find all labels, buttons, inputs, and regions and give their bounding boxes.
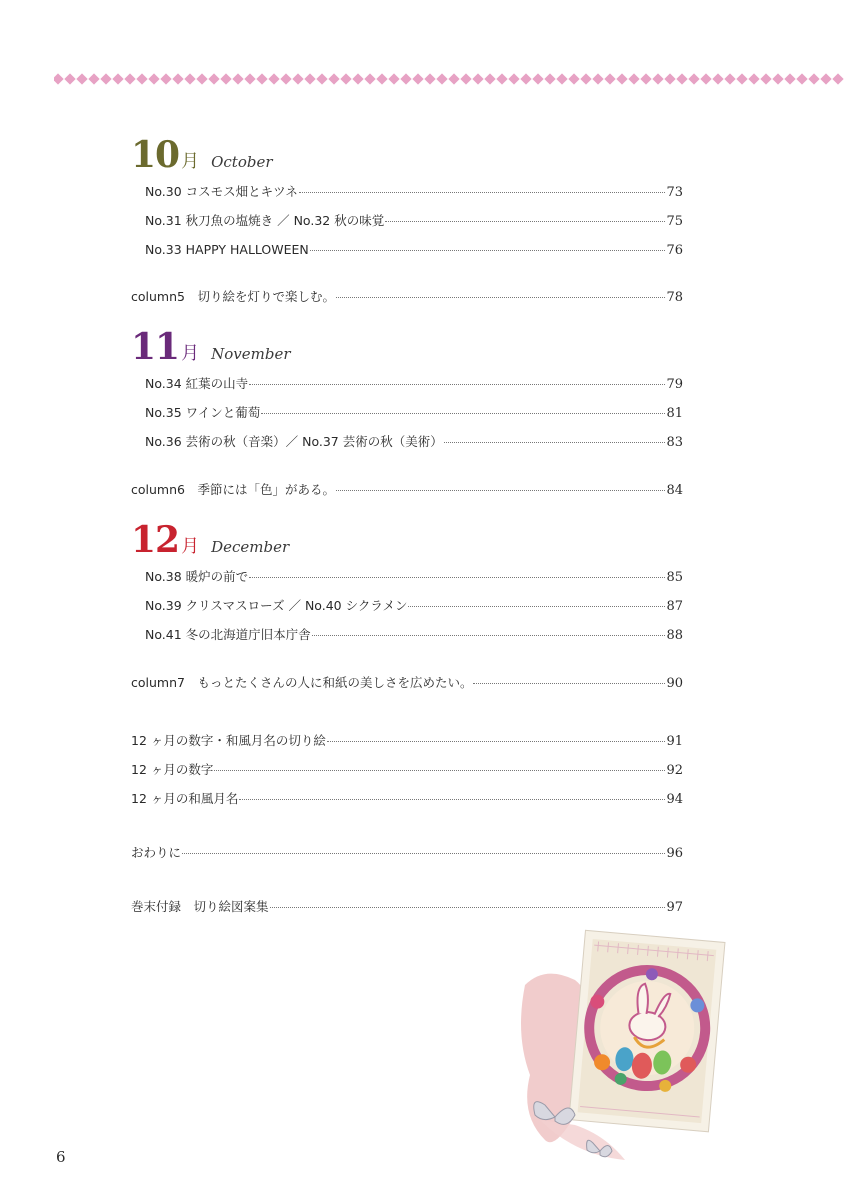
entry-label: No.35 ワインと葡萄 xyxy=(145,405,261,420)
toc-column-entry[interactable] xyxy=(131,482,683,499)
leader-dots xyxy=(182,853,665,854)
entry-label: No.38 暖炉の前で xyxy=(145,569,249,584)
entry-page: 92 xyxy=(666,763,683,778)
month-number: 12 xyxy=(131,519,180,561)
toc-entry[interactable] xyxy=(145,376,683,393)
toc-entry[interactable] xyxy=(145,434,683,451)
toc-entry[interactable] xyxy=(131,791,683,808)
paper-cut-image xyxy=(515,925,730,1165)
month-heading-december xyxy=(131,519,290,561)
entry-page: 76 xyxy=(666,243,683,258)
month-english: December xyxy=(211,538,290,556)
leader-dots xyxy=(214,770,665,771)
entry-label: No.36 芸術の秋（音楽）／ No.37 芸術の秋（美術） xyxy=(145,434,443,449)
entry-label: No.33 HAPPY HALLOWEEN xyxy=(145,242,309,257)
leader-dots xyxy=(385,221,665,222)
entry-label: 12 ヶ月の数字・和風月名の切り絵 xyxy=(131,733,326,748)
toc-entry[interactable] xyxy=(145,598,683,615)
entry-label: No.30 コスモス畑とキツネ xyxy=(145,184,298,199)
paper-cut-rabbit-card-illustration xyxy=(515,925,730,1165)
toc-entry[interactable] xyxy=(145,569,683,586)
leader-dots xyxy=(444,442,666,443)
toc-entry[interactable] xyxy=(145,213,683,230)
month-number: 11 xyxy=(131,326,180,368)
entry-label: おわりに xyxy=(131,845,182,860)
leader-dots xyxy=(408,606,665,607)
month-heading-november xyxy=(131,326,291,368)
entry-page: 96 xyxy=(666,846,683,861)
entry-page: 85 xyxy=(666,570,683,585)
toc-entry[interactable] xyxy=(131,762,683,779)
entry-label: 12 ヶ月の数字 xyxy=(131,762,214,777)
entry-page: 88 xyxy=(666,628,683,643)
month-kanji: 月 xyxy=(181,536,200,557)
entry-label: column7 もっとたくさんの人に和紙の美しさを広めたい。 xyxy=(131,675,473,690)
entry-page: 73 xyxy=(666,185,683,200)
entry-label: column6 季節には「色」がある。 xyxy=(131,482,335,497)
entry-page: 91 xyxy=(666,734,683,749)
month-kanji: 月 xyxy=(181,151,200,172)
toc-column-entry[interactable] xyxy=(131,675,683,692)
toc-entry-appendix[interactable] xyxy=(131,899,683,916)
toc-entry[interactable] xyxy=(145,627,683,644)
toc-entry[interactable] xyxy=(145,184,683,201)
leader-dots xyxy=(336,297,665,298)
entry-label: 12 ヶ月の和風月名 xyxy=(131,791,239,806)
month-kanji: 月 xyxy=(181,343,200,364)
leader-dots xyxy=(249,384,665,385)
month-heading-october xyxy=(131,134,273,176)
toc-entry[interactable] xyxy=(131,733,683,750)
entry-label: No.41 冬の北海道庁旧本庁舎 xyxy=(145,627,311,642)
entry-label: column5 切り絵を灯りで楽しむ。 xyxy=(131,289,335,304)
entry-page: 90 xyxy=(666,676,683,691)
leader-dots xyxy=(336,490,665,491)
entry-page: 83 xyxy=(666,435,683,450)
toc-entry[interactable] xyxy=(145,405,683,422)
entry-label: No.39 クリスマスローズ ／ No.40 シクラメン xyxy=(145,598,408,613)
toc-column-entry[interactable] xyxy=(131,289,683,306)
entry-label: 巻末付録 切り絵図案集 xyxy=(131,899,269,914)
entry-page: 97 xyxy=(666,900,683,915)
entry-page: 94 xyxy=(666,792,683,807)
month-english: October xyxy=(211,153,273,171)
entry-page: 78 xyxy=(666,290,683,305)
entry-page: 87 xyxy=(666,599,683,614)
leader-dots xyxy=(310,250,666,251)
entry-page: 81 xyxy=(666,406,683,421)
leader-dots xyxy=(473,683,665,684)
entry-page: 79 xyxy=(666,377,683,392)
entry-label: No.34 紅葉の山寺 xyxy=(145,376,249,391)
leader-dots xyxy=(312,635,666,636)
entry-page: 84 xyxy=(666,483,683,498)
entry-label: No.31 秋刀魚の塩焼き ／ No.32 秋の味覚 xyxy=(145,213,385,228)
leader-dots xyxy=(299,192,666,193)
month-number: 10 xyxy=(131,134,180,176)
leader-dots xyxy=(249,577,665,578)
toc-entry[interactable] xyxy=(145,242,683,259)
leader-dots xyxy=(239,799,665,800)
page-number: 6 xyxy=(56,1148,66,1166)
entry-page: 75 xyxy=(666,214,683,229)
leader-dots xyxy=(270,907,666,908)
leader-dots xyxy=(261,413,665,414)
leader-dots xyxy=(327,741,666,742)
toc-entry-closing[interactable] xyxy=(131,845,683,862)
month-english: November xyxy=(211,345,291,363)
